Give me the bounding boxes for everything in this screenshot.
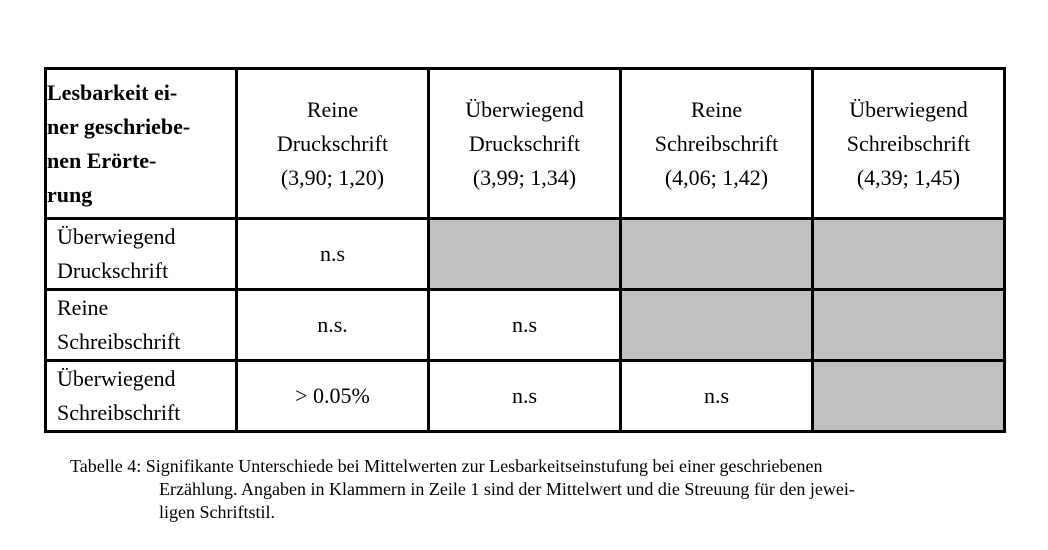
caption-line: ligen Schriftstil. — [159, 502, 275, 522]
table-caption — [70, 455, 970, 524]
table-row — [46, 361, 1005, 432]
corner-label-line: nen Erörte- — [47, 147, 157, 173]
row-label-line: Druckschrift — [57, 258, 169, 283]
column-header-line: Reine — [690, 96, 743, 122]
caption-line: Tabelle 4: Signifikante Unterschiede bei Mittelwerten zur Lesbarkeitseinstufung bei einer geschriebenen — [70, 456, 823, 476]
shaded-cell — [813, 219, 1005, 290]
column-header-line: Druckschrift — [276, 130, 389, 156]
column-header-reine-druckschrift — [237, 69, 429, 219]
row-label-line: Reine — [57, 295, 109, 320]
table-cell: n.s — [429, 290, 621, 361]
table-cell: > 0.05% — [237, 361, 429, 432]
column-header-line: Druckschrift — [468, 130, 581, 156]
column-header-line: Überwiegend — [849, 96, 968, 122]
row-label-ueberwiegend-schreibschrift — [46, 361, 237, 432]
column-header-stats: (3,90; 1,20) — [280, 164, 385, 190]
shaded-cell — [813, 361, 1005, 432]
shaded-cell — [621, 219, 813, 290]
column-header-ueberwiegend-schreibschrift — [813, 69, 1005, 219]
caption-line: Erzählung. Angaben in Klammern in Zeile 1 sind der Mittelwert und die Streuung für den jewei- — [159, 479, 855, 499]
column-header-line: Überwiegend — [465, 96, 584, 122]
corner-label-line: Lesbarkeit ei- — [47, 79, 178, 105]
row-label-line: Überwiegend — [57, 224, 176, 249]
table-row — [46, 290, 1005, 361]
shaded-cell — [813, 290, 1005, 361]
column-header-reine-schreibschrift — [621, 69, 813, 219]
column-header-stats: (4,39; 1,45) — [856, 164, 961, 190]
column-header-line: Schreibschrift — [846, 130, 971, 156]
corner-label-line: rung — [47, 181, 93, 207]
row-label-ueberwiegend-druckschrift — [46, 219, 237, 290]
table-row — [46, 219, 1005, 290]
column-header-stats: (3,99; 1,34) — [472, 164, 577, 190]
header-row — [46, 69, 1005, 219]
row-label-reine-schreibschrift — [46, 290, 237, 361]
corner-label-line: ner geschriebe- — [47, 113, 191, 139]
row-label-line: Schreibschrift — [57, 329, 181, 354]
row-label-line: Überwiegend — [57, 366, 176, 391]
row-label-line: Schreibschrift — [57, 400, 181, 425]
column-header-line: Reine — [306, 96, 359, 122]
table-cell: n.s — [237, 219, 429, 290]
column-header-stats: (4,06; 1,42) — [664, 164, 769, 190]
significance-table — [44, 67, 1006, 433]
column-header-line: Schreibschrift — [654, 130, 779, 156]
corner-header-cell — [46, 69, 237, 219]
shaded-cell — [621, 290, 813, 361]
table-cell: n.s — [429, 361, 621, 432]
shaded-cell — [429, 219, 621, 290]
table-cell: n.s. — [237, 290, 429, 361]
table-cell: n.s — [621, 361, 813, 432]
column-header-ueberwiegend-druckschrift — [429, 69, 621, 219]
